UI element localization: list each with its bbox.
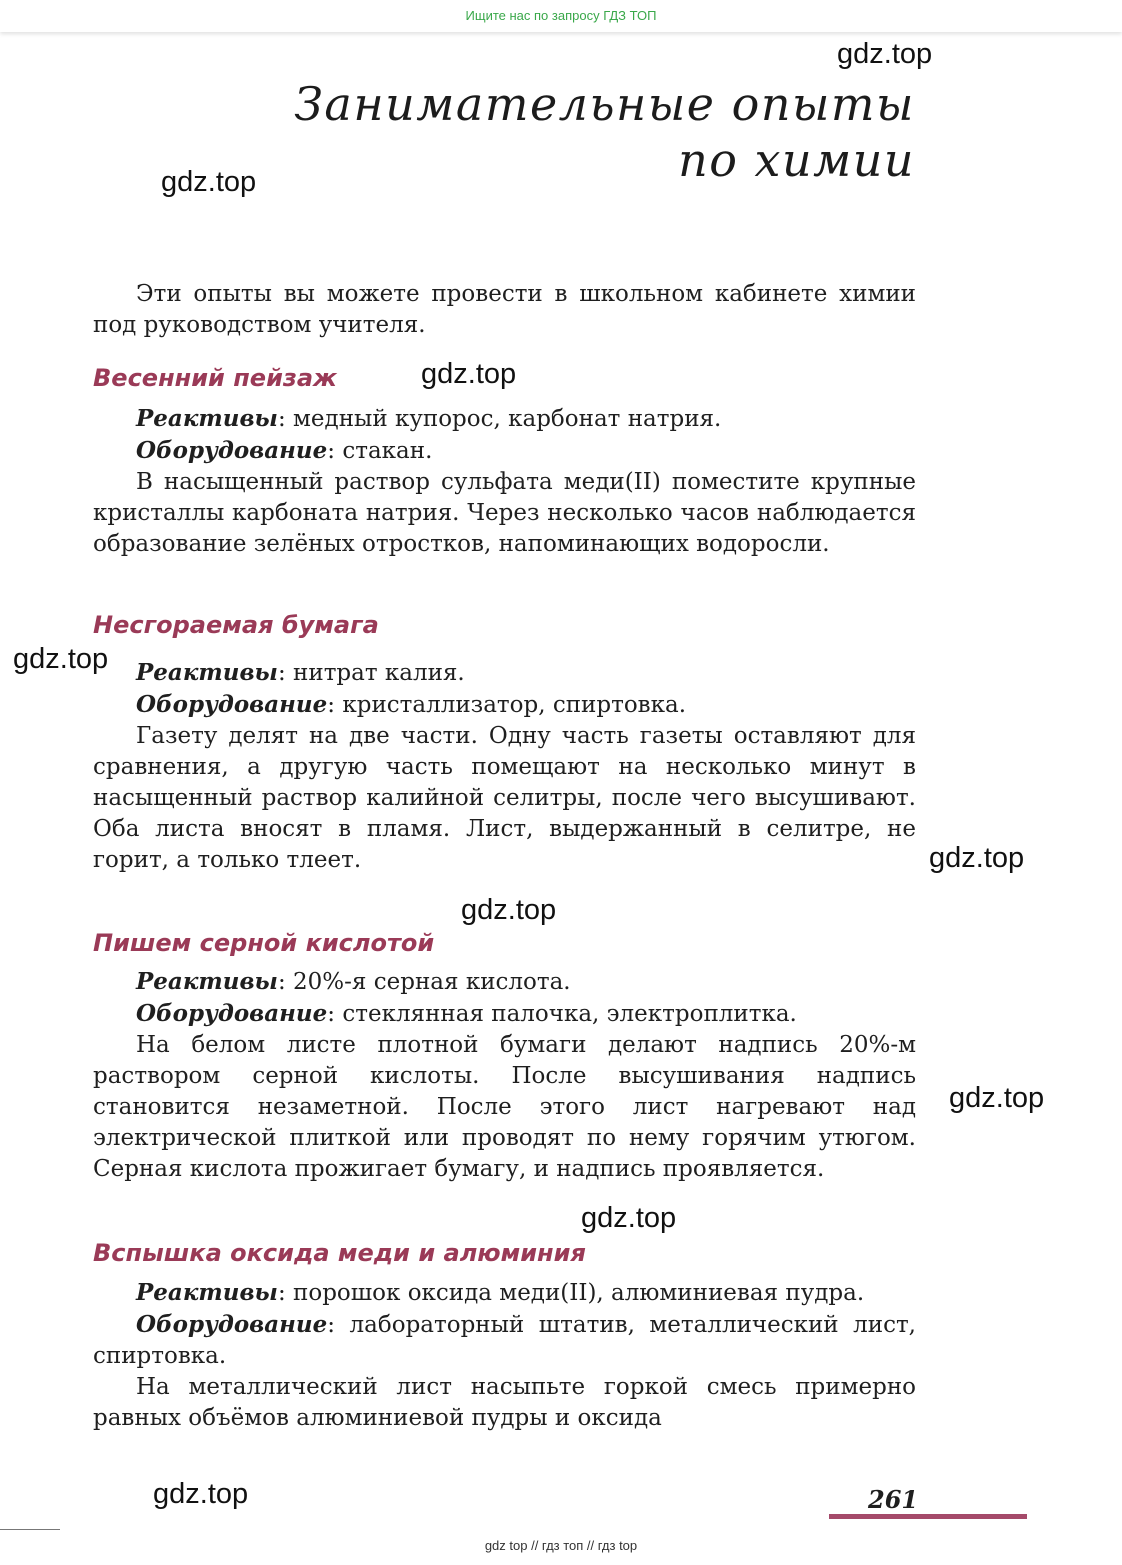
- reagents-text: : нитрат калия.: [277, 660, 465, 686]
- reagents-text: : порошок оксида меди(II), алюминиевая пудра.: [277, 1280, 865, 1306]
- reagents-label: Реактивы: [136, 1279, 278, 1306]
- watermark: gdz.top: [929, 842, 1025, 874]
- reagents-text: : 20%-я серная кислота.: [277, 969, 571, 995]
- procedure-text: Газету делят на две части. Одну часть газеты оставляют для сравнения, а другую часть помещают на несколько минут в насыщенный раствор калийной селитры, после чего высушивают. Оба листа вносят в пламя. Лист, выдержанный в селитре, не горит, а только тлеет.: [93, 723, 916, 873]
- equipment-line: [93, 998, 916, 1030]
- page-title: [294, 76, 915, 188]
- watermark: gdz.top: [461, 894, 557, 926]
- procedure-text: На металлический лист насыпьте горкой смесь примерно равных объёмов алюминиевой пудры и оксида: [93, 1374, 916, 1431]
- footer-links: [0, 1538, 1122, 1553]
- equipment-label: Оборудование: [136, 437, 328, 464]
- equipment-line: [93, 435, 916, 467]
- section-heading: Весенний пейзаж: [93, 364, 337, 392]
- reagents-line: [93, 1277, 916, 1309]
- reagents-text: : медный купорос, карбонат натрия.: [277, 406, 722, 432]
- watermark: gdz.top: [837, 38, 933, 70]
- procedure-text: В насыщенный раствор сульфата меди(II) поместите крупные кристаллы карбоната натрия. Через несколько часов наблюдается образование зелёных отростков, напоминающих водоросли.: [93, 469, 916, 557]
- watermark: gdz.top: [153, 1478, 249, 1510]
- equipment-text: : стакан.: [327, 438, 433, 464]
- watermark: gdz.top: [161, 166, 257, 198]
- page-number: 261: [868, 1485, 919, 1514]
- top-banner: [0, 0, 1122, 32]
- section-body: [93, 966, 916, 1185]
- section-heading: Несгораемая бумага: [93, 611, 379, 639]
- top-banner-text: Ищите нас по запросу ГДЗ ТОП: [465, 8, 657, 23]
- equipment-text: : стеклянная палочка, электроплитка.: [327, 1001, 797, 1027]
- equipment-line: [93, 689, 916, 721]
- watermark: gdz.top: [421, 358, 517, 390]
- section-body: [93, 657, 916, 876]
- procedure-text: На белом листе плотной бумаги делают надпись 20%-м раствором серной кислоты. После высушивания надпись становится незаметной. После этого лист нагревают над электрической плиткой или проводят по нему горячим утюгом. Серная кислота прожигает бумагу, и надпись проявляется.: [93, 1032, 916, 1182]
- section-body: [93, 1277, 916, 1434]
- reagents-line: [93, 403, 916, 435]
- section-heading: Вспышка оксида меди и алюминия: [93, 1239, 586, 1267]
- equipment-text: : лабораторный штатив, металлический лист, спиртовка.: [93, 1312, 916, 1369]
- reagents-line: [93, 966, 916, 998]
- reagents-label: Реактивы: [136, 968, 278, 995]
- page-number-rule: [829, 1514, 1027, 1519]
- equipment-text: : кристаллизатор, спиртовка.: [327, 692, 687, 718]
- footer-text: gdz top // гдз топ // гдз top: [484, 1538, 638, 1553]
- equipment-line: [93, 1309, 916, 1372]
- left-divider: [0, 1529, 60, 1530]
- reagents-line: [93, 657, 916, 689]
- intro-paragraph: [93, 279, 916, 341]
- equipment-label: Оборудование: [136, 691, 328, 718]
- intro-text: Эти опыты вы можете провести в школьном кабинете химии под руководством учителя.: [93, 281, 916, 338]
- reagents-label: Реактивы: [136, 659, 278, 686]
- watermark: gdz.top: [581, 1202, 677, 1234]
- page-title-line: Занимательные опыты: [294, 77, 915, 131]
- equipment-label: Оборудование: [136, 1311, 328, 1338]
- equipment-label: Оборудование: [136, 1000, 328, 1027]
- watermark: gdz.top: [13, 643, 109, 675]
- watermark: gdz.top: [949, 1082, 1045, 1114]
- section-heading: Пишем серной кислотой: [93, 929, 435, 957]
- page-title-line: по химии: [678, 133, 915, 187]
- reagents-label: Реактивы: [136, 405, 278, 432]
- section-body: [93, 403, 916, 560]
